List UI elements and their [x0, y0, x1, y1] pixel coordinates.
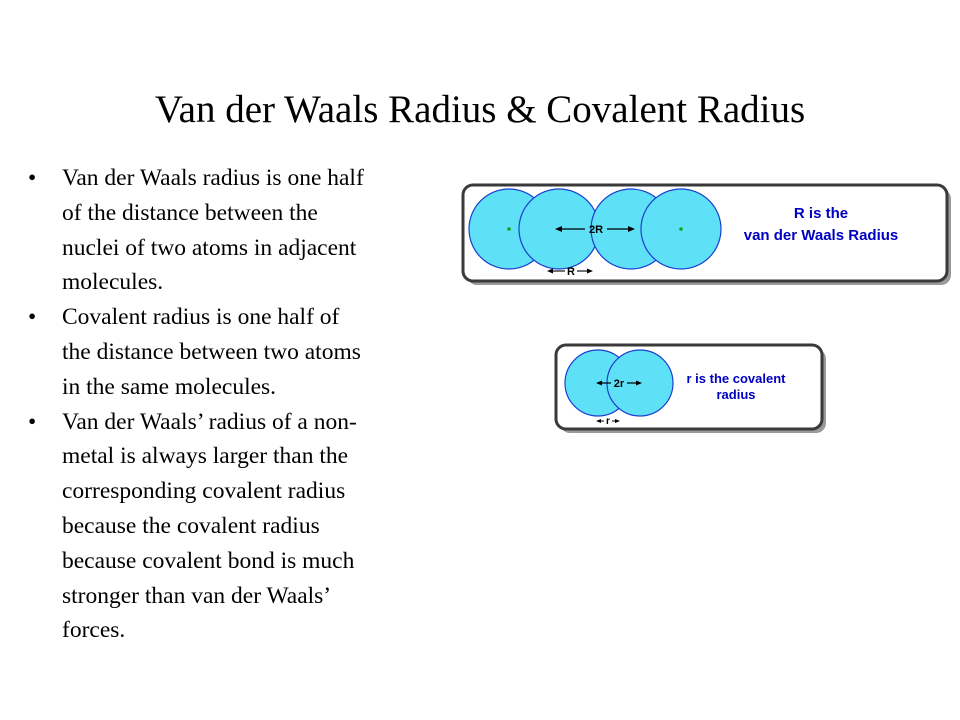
- bullet-line: in the same molecules.: [62, 373, 277, 400]
- bullet-line: Covalent radius is one half of: [62, 304, 340, 331]
- covalent-diagram: [554, 343, 830, 437]
- bullet-line: molecules.: [62, 269, 164, 296]
- vdw-label-line1: R is the: [793, 205, 849, 222]
- bullet-list: [28, 161, 458, 648]
- vdw-label-line2: van der Waals Radius: [743, 227, 899, 244]
- covalent-label-line2: radius: [716, 387, 756, 402]
- covalent-distance-label: 2r: [613, 378, 625, 390]
- bullet-dot: •: [28, 165, 37, 191]
- bullet-line: of the distance between the: [62, 199, 318, 226]
- vdw-nucleus-right: [679, 227, 683, 231]
- bullet-line: Van der Waals’ radius of a non-: [62, 408, 357, 435]
- bullet-line: forces.: [62, 617, 126, 644]
- bullet-dot: •: [28, 304, 37, 331]
- bullet-line: corresponding covalent radius: [62, 478, 346, 505]
- vdw-radius-figure: [461, 183, 955, 289]
- vdw-nucleus-left: [507, 227, 511, 231]
- bullet-line: because covalent bond is much: [62, 547, 355, 574]
- vdw-radius-label: R: [567, 266, 575, 278]
- bullet-line: Van der Waals radius is one half: [62, 165, 364, 191]
- bullet-line: the distance between two atoms: [62, 338, 361, 365]
- bullet-item: [28, 161, 458, 300]
- slide-title: Van der Waals Radius & Covalent Radius: [154, 88, 806, 131]
- covalent-radius-label: r: [606, 416, 610, 427]
- vdw-diagram: [461, 183, 955, 289]
- bullet-line: metal is always larger than the: [62, 443, 349, 470]
- bullet-line: stronger than van der Waals’: [62, 582, 332, 609]
- covalent-radius-figure: [554, 343, 830, 437]
- bullet-item: [28, 405, 458, 649]
- vdw-distance-label: 2R: [588, 224, 604, 236]
- bullet-line: nuclei of two atoms in adjacent: [62, 234, 357, 261]
- bullet-line: because the covalent radius: [62, 512, 320, 539]
- bullet-item: [28, 300, 458, 404]
- bullet-dot: •: [28, 408, 37, 435]
- covalent-label-line1: r is the covalent: [686, 371, 786, 386]
